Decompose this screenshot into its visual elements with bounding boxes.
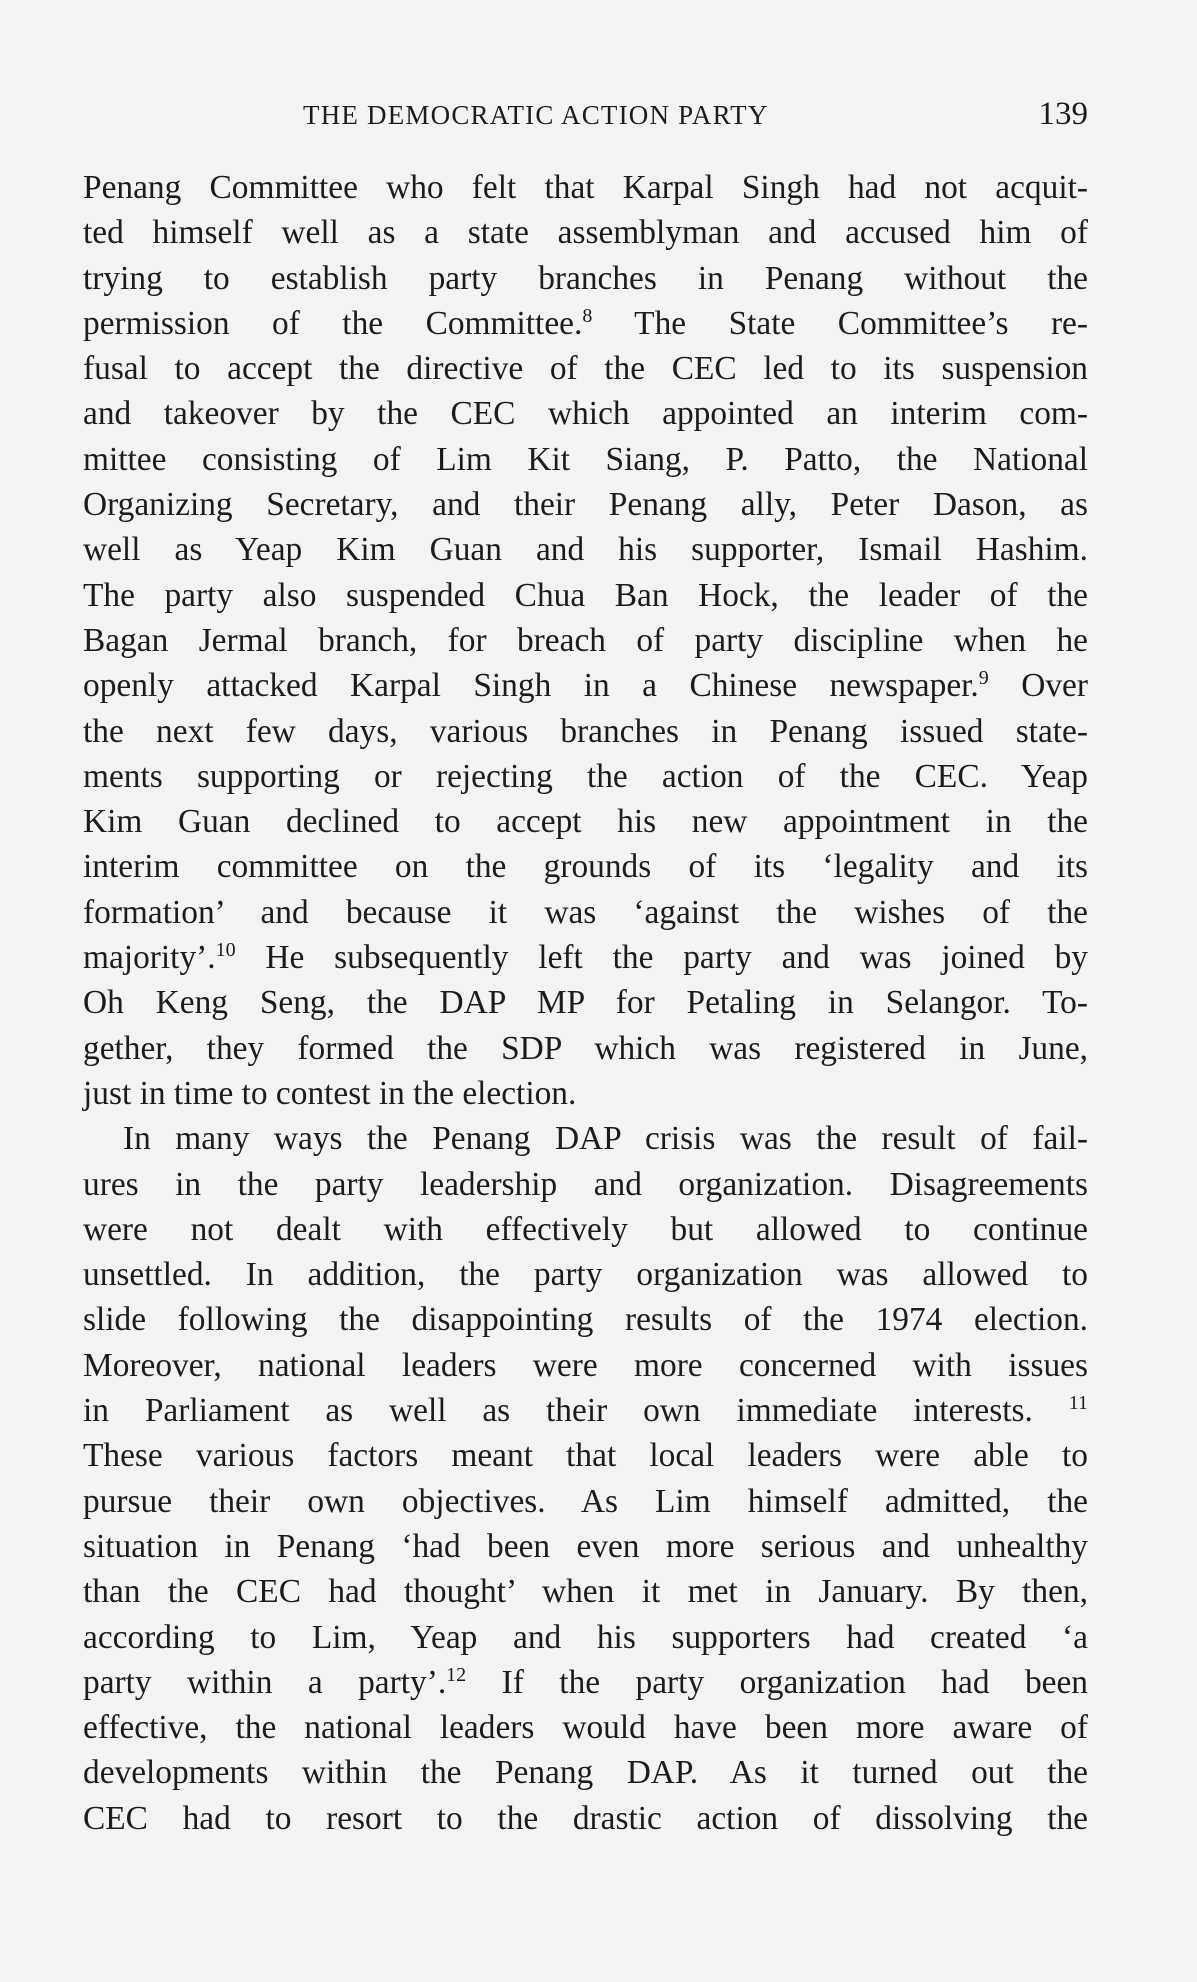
text-line: just in time to contest in the election. <box>83 1074 577 1112</box>
text-line: the next few days, various branches in Penang issued state- <box>83 712 1088 750</box>
text-line: in Parliament as well as their own immediate interests. $^{11}$ <box>83 1392 1088 1430</box>
text-line: ures in the party leadership and organization. Disagreements <box>83 1165 1088 1203</box>
footnote-ref: 11 <box>1068 1392 1088 1415</box>
text-line: gether, they formed the SDP which was registered in June, <box>83 1029 1088 1067</box>
text-line: unsettled. In addition, the party organization was allowed to <box>83 1256 1088 1294</box>
body-text <box>83 165 1088 1841</box>
text-line: slide following the disappointing results of the 1974 election. <box>83 1301 1088 1339</box>
text-line: The party also suspended Chua Ban Hock, the leader of the <box>83 576 1088 614</box>
text-line: Kim Guan declined to accept his new appointment in the <box>83 803 1088 841</box>
text-line: formation’ and because it was ‘against the wishes of the <box>83 893 1088 931</box>
text-line: according to Lim, Yeap and his supporters had created ‘a <box>83 1618 1088 1656</box>
text-line: effective, the national leaders would have been more aware of <box>83 1709 1088 1747</box>
text-line: interim committee on the grounds of its ‘legality and its <box>83 848 1088 886</box>
text-line: and takeover by the CEC which appointed an interim com- <box>83 395 1088 433</box>
text-line: Moreover, national leaders were more concerned with issues <box>83 1346 1088 1384</box>
text-line: well as Yeap Kim Guan and his supporter, Ismail Hashim. <box>83 531 1088 569</box>
text-line: Oh Keng Seng, the DAP MP for Petaling in Selangor. To- <box>83 984 1088 1022</box>
text-line: openly attacked Karpal Singh in a Chinese newspaper.$^9$ Over <box>83 667 1088 705</box>
text-line: ted himself well as a state assemblyman and accused him of <box>83 214 1088 252</box>
text-line: In many ways the Penang DAP crisis was the result of fail- <box>123 1120 1088 1158</box>
footnote-ref: 10 <box>215 939 236 962</box>
running-header <box>83 96 1088 136</box>
running-title: THE DEMOCRATIC ACTION PARTY <box>303 100 769 130</box>
footnote-ref: 8 <box>582 304 593 327</box>
text-line: ments supporting or rejecting the action of the CEC. Yeap <box>83 757 1088 795</box>
text-line: CEC had to resort to the drastic action of dissolving the <box>83 1799 1088 1837</box>
text-line: trying to establish party branches in Penang without the <box>83 259 1088 297</box>
text-line: Bagan Jermal branch, for breach of party discipline when he <box>83 621 1088 659</box>
page-number: 139 <box>1038 96 1088 132</box>
text-line: were not dealt with effectively but allowed to continue <box>83 1210 1088 1248</box>
text-line: majority’.$^{10}$ He subsequently left the party and was joined by <box>83 939 1088 977</box>
footnote-ref: 12 <box>446 1663 467 1686</box>
text-line: These various factors meant that local leaders were able to <box>83 1437 1088 1475</box>
text-line: party within a party’.$^{12}$ If the party organization had been <box>83 1663 1088 1701</box>
footnote-ref: 9 <box>978 667 989 690</box>
text-line: situation in Penang ‘had been even more serious and unhealthy <box>83 1527 1088 1565</box>
text-line: permission of the Committee.$^8$ The State Committee’s re- <box>83 304 1088 342</box>
text-line: Penang Committee who felt that Karpal Singh had not acquit- <box>83 169 1088 206</box>
text-line: mittee consisting of Lim Kit Siang, P. Patto, the National <box>83 440 1088 478</box>
text-line: pursue their own objectives. As Lim himself admitted, the <box>83 1482 1088 1520</box>
text-line: Organizing Secretary, and their Penang ally, Peter Dason, as <box>83 486 1088 524</box>
text-line: than the CEC had thought’ when it met in January. By then, <box>83 1573 1088 1611</box>
text-line: developments within the Penang DAP. As it turned out the <box>83 1754 1088 1792</box>
text-line: fusal to accept the directive of the CEC led to its suspension <box>83 350 1088 388</box>
